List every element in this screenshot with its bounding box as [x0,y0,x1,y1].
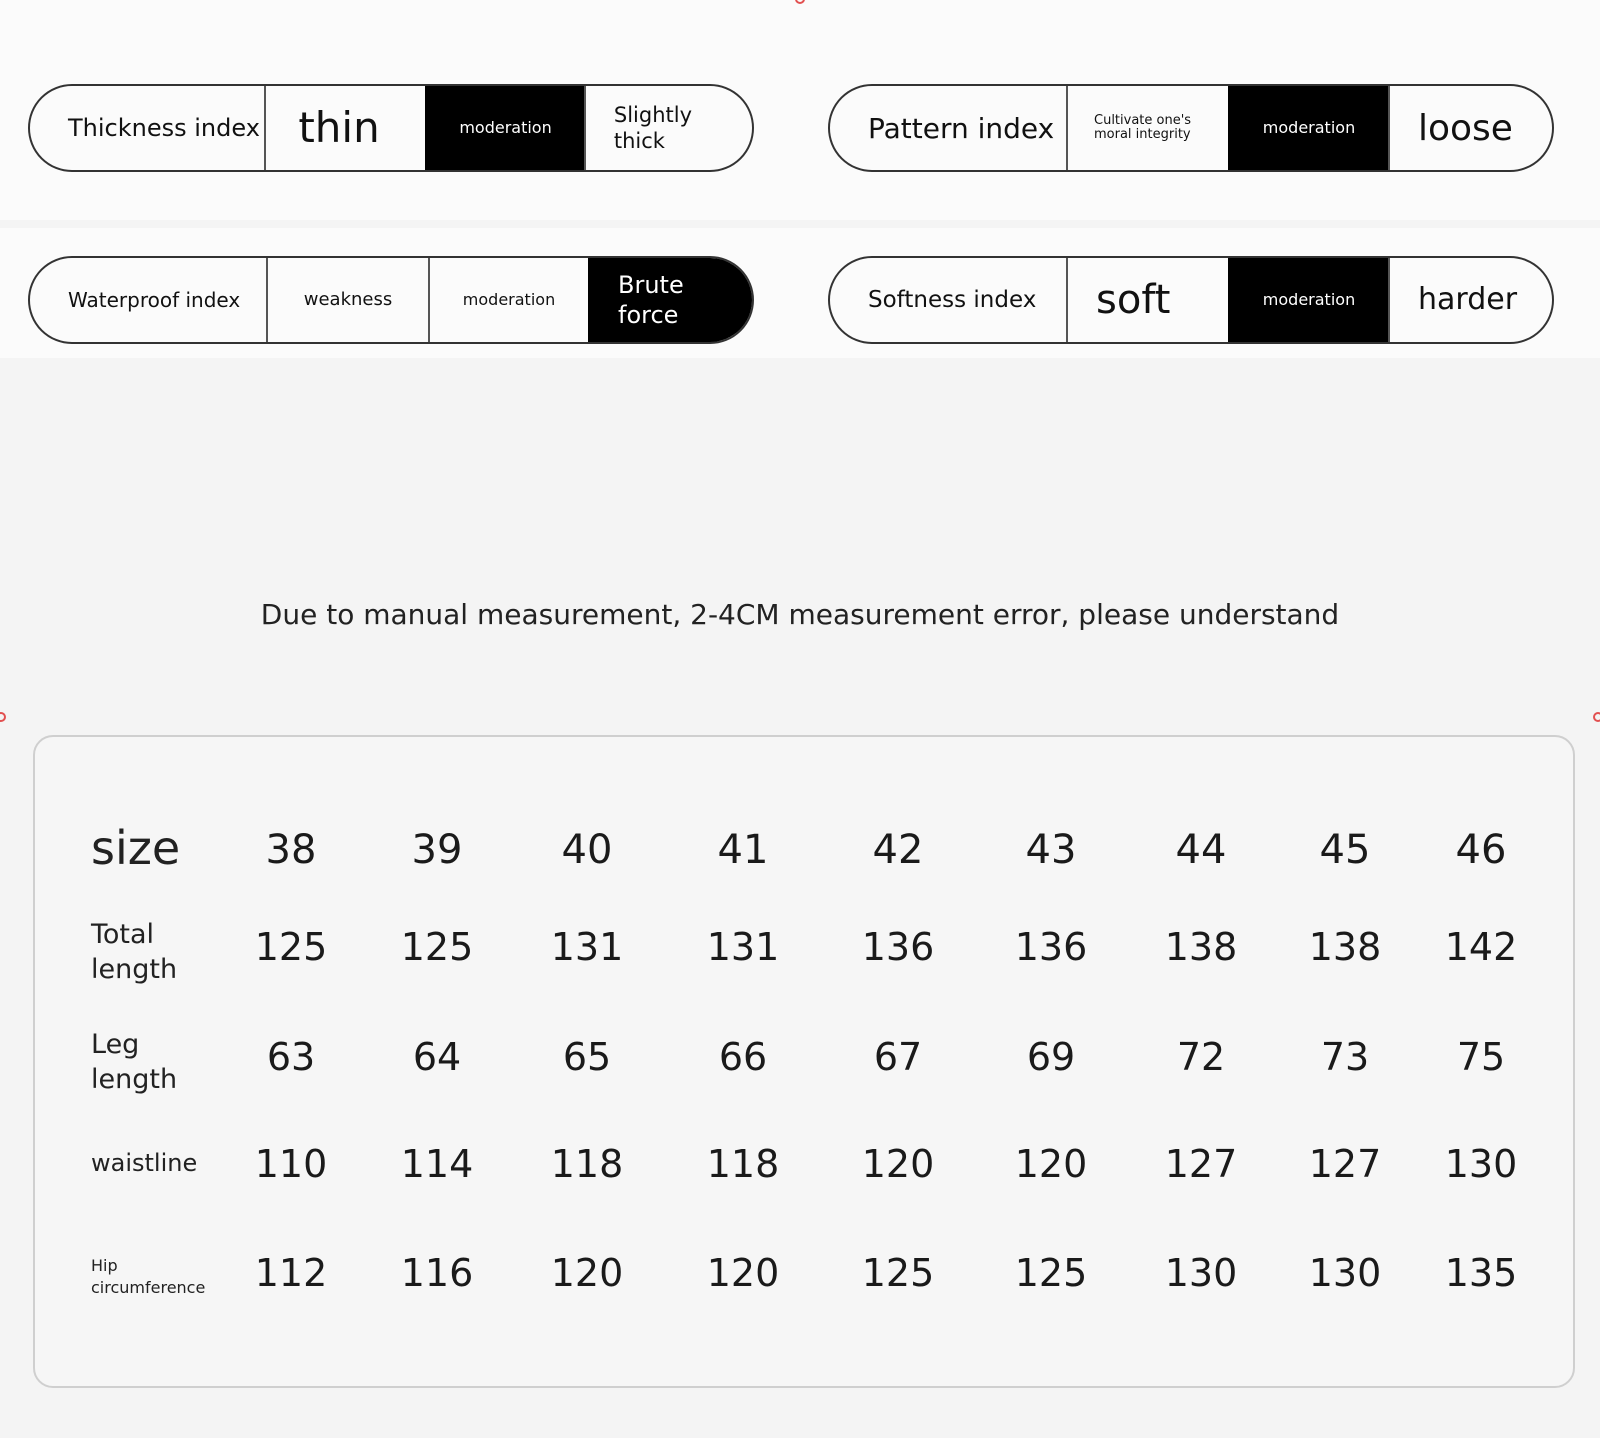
indicator-option-moderation: moderation [428,258,588,342]
table-cell: 63 [266,1035,316,1079]
red-dot-marker [1593,712,1600,722]
indicator-option-cultivate: Cultivate one's moral integrity [1066,86,1228,170]
size-cell: 44 [1175,827,1227,873]
indicator-option-weakness: weakness [266,258,428,342]
table-cell: 125 [400,925,474,969]
table-cell: 120 [1014,1142,1088,1186]
softness-indicator [828,256,1554,344]
table-cell: 120 [861,1142,935,1186]
table-cell: 127 [1308,1142,1382,1186]
table-cell: 120 [706,1251,780,1295]
table-cell: 64 [412,1035,462,1079]
table-cell: 131 [706,925,780,969]
table-cell: 120 [550,1251,624,1295]
indicator-label: Thickness index [68,114,260,142]
indicator-label: Pattern index [868,111,1055,145]
table-cell: 67 [873,1035,923,1079]
indicator-option-harder: harder [1388,258,1552,342]
indicator-label: Waterproof index [68,287,241,312]
indicator-option-moderation-selected: moderation [1228,258,1388,342]
table-cell: 72 [1176,1035,1226,1079]
indicator-option-slightly-thick: Slightly thick [584,86,752,170]
row-label-leg-length: Leg length [91,1029,178,1096]
table-cell: 142 [1444,925,1518,969]
size-cell: 46 [1455,827,1507,873]
waterproof-indicator [28,256,754,344]
table-cell: 138 [1308,925,1382,969]
size-cell: 38 [265,827,317,873]
table-cell: 118 [706,1142,780,1186]
row-label-hip-circumference: Hip circumference [91,1256,206,1297]
measurement-notice: Due to manual measurement, 2-4CM measurement error, please understand [260,598,1340,631]
size-cell: 41 [717,827,769,873]
row-label-waistline: waistline [91,1149,198,1177]
table-cell: 125 [861,1251,935,1295]
table-cell: 125 [1014,1251,1088,1295]
table-cell: 65 [562,1035,612,1079]
table-cell: 110 [254,1142,328,1186]
table-cell: 130 [1164,1251,1238,1295]
table-cell: 114 [400,1142,474,1186]
indicator-option-thin: thin [264,86,425,170]
indicator-option-moderation-selected: moderation [1228,86,1388,170]
table-cell: 130 [1308,1251,1382,1295]
table-cell: 112 [254,1251,328,1295]
size-header-label: size [91,821,181,875]
table-cell: 131 [550,925,624,969]
size-cell: 42 [872,827,924,873]
thickness-indicator [28,84,754,172]
table-cell: 66 [718,1035,768,1079]
table-cell: 127 [1164,1142,1238,1186]
size-cell: 43 [1025,827,1077,873]
table-cell: 118 [550,1142,624,1186]
table-cell: 125 [254,925,328,969]
indicator-option-soft: soft [1066,258,1228,342]
indicator-option-moderation-selected: moderation [425,86,584,170]
pattern-indicator [828,84,1554,172]
row-label-total-length: Total length [91,919,178,986]
table-cell: 116 [400,1251,474,1295]
table-cell: 130 [1444,1142,1518,1186]
indicator-option-loose: loose [1388,86,1552,170]
size-cell: 45 [1319,827,1371,873]
size-cell: 40 [561,827,613,873]
red-dot-marker [0,712,6,722]
size-table [33,735,1575,1388]
indicator-option-brute-force-selected: Brute force [588,258,752,342]
indicator-label: Softness index [868,286,1037,313]
size-cell: 39 [411,827,463,873]
table-cell: 73 [1320,1035,1370,1079]
table-cell: 75 [1456,1035,1506,1079]
table-cell: 136 [861,925,935,969]
table-cell: 136 [1014,925,1088,969]
table-cell: 69 [1026,1035,1076,1079]
table-cell: 135 [1444,1251,1518,1295]
table-cell: 138 [1164,925,1238,969]
